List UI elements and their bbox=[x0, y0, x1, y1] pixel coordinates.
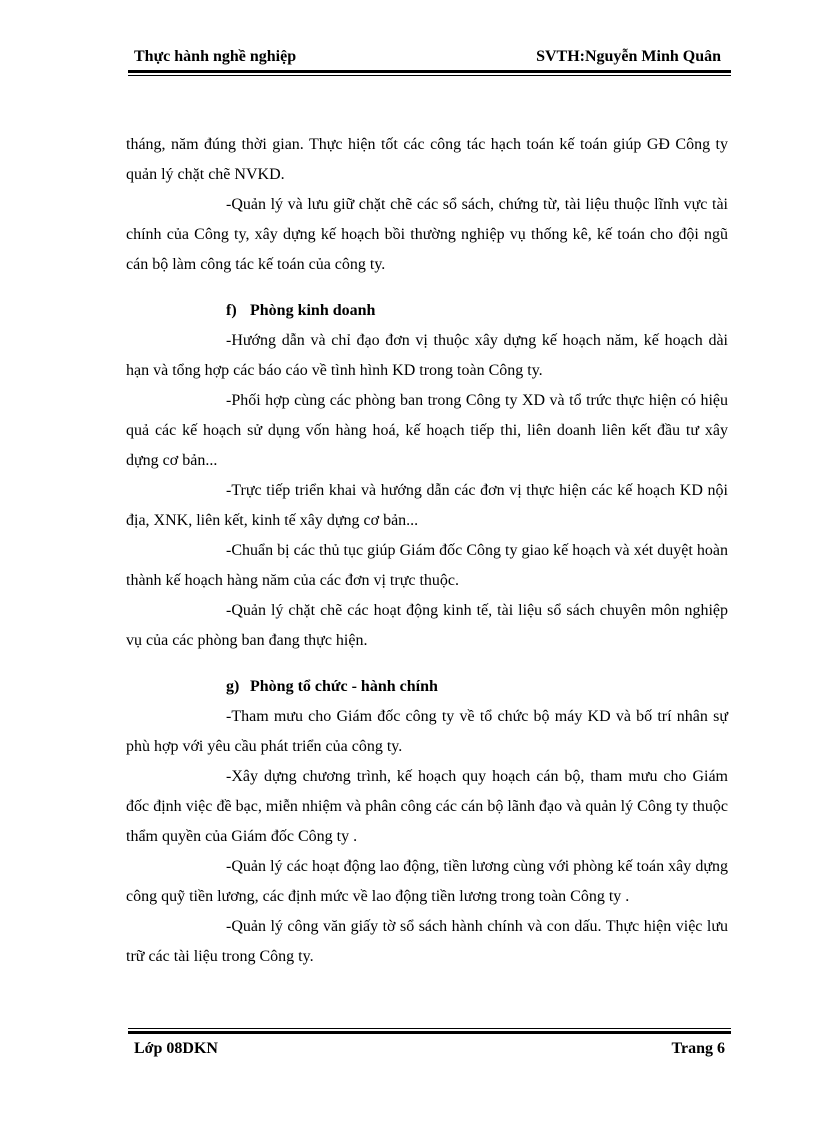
header-student-name: SVTH:Nguyễn Minh Quân bbox=[536, 48, 721, 65]
document-body bbox=[126, 130, 728, 972]
footer-divider-thick bbox=[128, 1031, 731, 1034]
paragraph: -Tham mưu cho Giám đốc công ty về tổ chức bộ máy KD và bố trí nhân sự phù hợp với yêu cầu phát triển của công ty. bbox=[126, 708, 728, 755]
page-header bbox=[128, 46, 731, 68]
section-marker: g) bbox=[226, 678, 240, 695]
paragraph: -Chuẩn bị các thủ tục giúp Giám đốc Công ty giao kế hoạch và xét duyệt hoàn thành kế hoạch hàng năm của các đơn vị trực thuộc. bbox=[126, 542, 728, 589]
paragraph: -Quản lý công văn giấy tờ sổ sách hành chính và con dấu. Thực hiện việc lưu trữ các tài liệu trong Công ty. bbox=[126, 918, 728, 965]
section-title: Phòng kinh doanh bbox=[250, 302, 376, 319]
section-marker: f) bbox=[226, 302, 237, 319]
paragraph: -Phối hợp cùng các phòng ban trong Công ty XD và tổ trức thực hiện có hiệu quả các kế hoạch sử dụng vốn hàng hoá, kế hoạch tiếp thi, liên doanh liên kết đầu tư xây dựng cơ bản... bbox=[126, 392, 728, 469]
section-heading-business bbox=[126, 296, 728, 326]
section-title: Phòng tổ chức - hành chính bbox=[250, 678, 438, 695]
paragraph: -Xây dựng chương trình, kế hoạch quy hoạch cán bộ, tham mưu cho Giám đốc định việc đề bạc, miễn nhiệm và phân công các cán bộ lãnh đạo và quản lý Công ty thuộc thẩm quyền của Giám đốc Công ty . bbox=[126, 768, 728, 845]
paragraph: -Quản lý chặt chẽ các hoạt động kinh tế, tài liệu sổ sách chuyên môn nghiệp vụ của các phòng ban đang thực hiện. bbox=[126, 602, 728, 649]
paragraph: -Quản lý và lưu giữ chặt chẽ các sổ sách, chứng từ, tài liệu thuộc lĩnh vực tài chính của Công ty, xây dựng kế hoạch bồi thường nghiệp vụ thống kê, kế toán cho đội ngũ cán bộ làm công tác kế toán của công ty. bbox=[126, 196, 728, 273]
footer-divider-thin bbox=[128, 1028, 731, 1029]
header-course-title: Thực hành nghề nghiệp bbox=[134, 48, 297, 65]
page-footer bbox=[128, 1038, 731, 1060]
paragraph: -Quản lý các hoạt động lao động, tiền lương cùng với phòng kế toán xây dựng công quỹ tiền lương, các định mức về lao động tiền lương trong toàn Công ty . bbox=[126, 858, 728, 905]
footer-class-label: Lớp 08DKN bbox=[134, 1040, 218, 1057]
header-divider-thick bbox=[128, 70, 731, 73]
footer-page-number: Trang 6 bbox=[671, 1040, 725, 1057]
section-heading-administration bbox=[126, 672, 728, 702]
header-divider-thin bbox=[128, 75, 731, 76]
paragraph: -Hướng dẫn và chỉ đạo đơn vị thuộc xây dựng kế hoạch năm, kế hoạch dài hạn và tổng hợp các báo cáo về tình hình KD trong toàn Công ty. bbox=[126, 332, 728, 379]
paragraph: -Trực tiếp triển khai và hướng dẫn các đơn vị thực hiện các kế hoạch KD nội địa, XNK, liên kết, kinh tế xây dựng cơ bản... bbox=[126, 482, 728, 529]
paragraph: tháng, năm đúng thời gian. Thực hiện tốt các công tác hạch toán kế toán giúp GĐ Công ty quản lý chặt chẽ NVKD. bbox=[126, 136, 728, 183]
